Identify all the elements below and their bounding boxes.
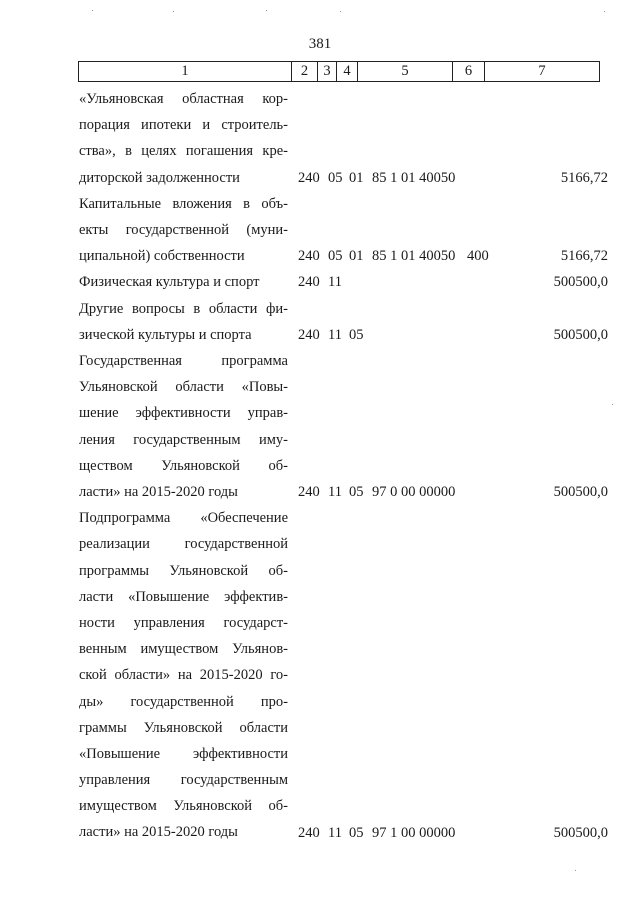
description-line: Капитальные вложения в объ-	[79, 195, 288, 212]
row-description	[79, 296, 288, 348]
cell-col-7: 5166,72	[560, 248, 608, 265]
row-description	[79, 505, 288, 845]
cell-col-4: 05	[349, 824, 364, 841]
column-header-6: 6	[453, 62, 485, 82]
cell-col-5: 85 1 01 40050	[372, 169, 456, 186]
cell-col-3: 11	[328, 326, 342, 343]
description-line: ласти» на 2015-2020 годы	[79, 483, 238, 500]
description-line: программы Ульяновской об-	[79, 562, 288, 579]
description-line: Государственная программа	[79, 353, 288, 369]
description-line: ласти «Повышение эффектив-	[79, 588, 288, 605]
scan-speck	[92, 10, 93, 11]
description-line: «Ульяновская областная кор-	[79, 91, 288, 107]
column-header-2: 2	[292, 62, 318, 82]
cell-col-5: 97 1 00 00000	[372, 824, 456, 841]
column-header-row	[79, 62, 600, 82]
cell-col-4: 01	[349, 169, 364, 186]
cell-col-3: 11	[328, 274, 342, 291]
description-line: ства», в целях погашения кре-	[79, 143, 288, 160]
scan-speck	[340, 11, 341, 12]
page-number: 381	[308, 36, 332, 52]
scan-speck	[266, 10, 267, 11]
cell-col-3: 11	[328, 824, 342, 841]
description-line: зической культуры и спорта	[79, 326, 252, 343]
cell-col-5: 85 1 01 40050	[372, 248, 456, 265]
cell-col-2: 240	[298, 169, 320, 186]
cell-col-2: 240	[298, 326, 320, 343]
description-line: Ульяновской области «Повы-	[79, 379, 288, 396]
description-line: ности управления государст-	[79, 614, 288, 631]
description-line: граммы Ульяновской области	[79, 719, 288, 736]
table-row	[0, 348, 640, 505]
description-line: диторской задолженности	[79, 169, 240, 186]
cell-col-4: 05	[349, 484, 364, 500]
scan-speck	[173, 11, 174, 12]
cell-col-2: 240	[298, 484, 320, 500]
description-line: Подпрограмма «Обеспечение	[79, 510, 288, 527]
description-line: шение эффективности управ-	[79, 405, 288, 422]
column-header-7: 7	[485, 62, 600, 82]
cell-col-2: 240	[298, 824, 320, 841]
description-line: порация ипотеки и строитель-	[79, 117, 288, 134]
table-row	[0, 191, 640, 270]
description-line: «Повышение эффективности	[79, 745, 288, 762]
description-line: управления государственным	[79, 772, 288, 789]
table-row	[0, 269, 640, 295]
cell-col-5: 97 0 00 00000	[372, 484, 456, 500]
cell-col-4: 05	[349, 326, 364, 343]
description-line: ществом Ульяновской об-	[79, 457, 288, 474]
scan-speck	[604, 11, 605, 12]
cell-col-6: 400	[467, 248, 489, 265]
cell-col-2: 240	[298, 248, 320, 265]
description-line: екты государственной (муни-	[79, 221, 288, 238]
description-line: ской области» на 2015-2020 го-	[79, 667, 288, 684]
description-line: ласти» на 2015-2020 годы	[79, 824, 238, 841]
description-line: Другие вопросы в области фи-	[79, 300, 288, 317]
description-line: венным имуществом Ульянов-	[79, 641, 288, 658]
description-line: реализации государственной	[79, 536, 288, 553]
column-header-5: 5	[358, 62, 453, 82]
cell-col-7: 5166,72	[560, 169, 608, 186]
cell-col-7: 500500,0	[553, 326, 608, 343]
cell-col-7: 500500,0	[553, 824, 608, 841]
column-header-1: 1	[79, 62, 292, 82]
cell-col-4: 01	[349, 248, 364, 265]
column-header-table	[78, 61, 600, 82]
description-line: имуществом Ульяновской об-	[79, 798, 288, 815]
cell-col-3: 11	[328, 484, 342, 500]
column-header-4: 4	[337, 62, 358, 82]
cell-col-3: 05	[328, 169, 343, 186]
cell-col-7: 500500,0	[553, 274, 608, 291]
row-description	[79, 269, 288, 295]
table-row	[0, 296, 640, 348]
row-description	[79, 191, 288, 270]
description-line: ления государственным иму-	[79, 431, 288, 448]
cell-col-3: 05	[328, 248, 343, 265]
cell-col-2: 240	[298, 274, 320, 291]
description-line: ципальной) собственности	[79, 248, 245, 265]
column-header-3: 3	[318, 62, 337, 82]
cell-col-7: 500500,0	[553, 484, 608, 500]
description-line: Физическая культура и спорт	[79, 274, 260, 291]
table-row	[0, 86, 640, 191]
row-description	[79, 348, 288, 505]
row-description	[79, 86, 288, 191]
table-row	[0, 505, 640, 846]
scan-speck	[575, 870, 576, 871]
description-line: ды» государственной про-	[79, 693, 288, 710]
scan-speck	[612, 404, 613, 405]
